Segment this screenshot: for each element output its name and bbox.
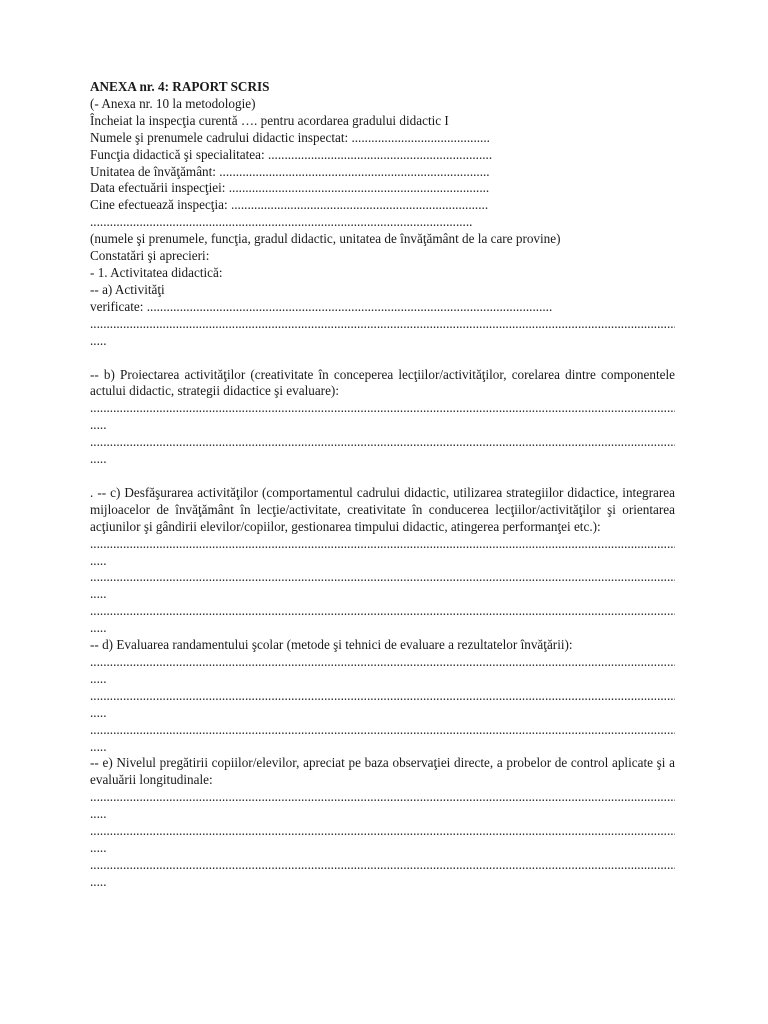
section-e-dotted-line bbox=[90, 857, 675, 874]
findings-heading: Constatări şi aprecieri: bbox=[90, 248, 210, 264]
document-title: ANEXA nr. 4: RAPORT SCRIS bbox=[90, 79, 270, 94]
school-unit-field: Unitatea de învăţământ: .................................................................................. bbox=[90, 163, 490, 179]
section-1-heading: - 1. Activitatea didactică: bbox=[90, 264, 223, 280]
teacher-function-field: Funcţia didactică şi specialitatea: .................................................................... bbox=[90, 146, 493, 162]
section-c-dotted-line bbox=[90, 536, 675, 553]
section-d-dotted-line bbox=[90, 654, 675, 671]
section-e-title: -- e) Nivelul pregătirii copiilor/elevilor, apreciat pe baza observaţiei directe, a probelor de control aplicate şi a evaluării longitudinale: bbox=[90, 755, 675, 788]
section-e-dotted-line-end bbox=[90, 874, 675, 891]
inspector-field: Cine efectuează inspecţia: .............................................................................. bbox=[90, 197, 489, 213]
spacer bbox=[90, 350, 675, 367]
section-d-dotted-line bbox=[90, 688, 675, 705]
section-b-dotted-line-end bbox=[90, 417, 675, 434]
section-c-dotted-line-end bbox=[90, 586, 675, 603]
teacher-name-field: Numele şi prenumele cadrului didactic inspectat: .......................................... bbox=[90, 129, 490, 145]
section-c-dotted-line bbox=[90, 569, 675, 586]
inspector-dots-line: .................................................................................................................... bbox=[90, 214, 473, 230]
document-subtitle: (- Anexa nr. 10 la metodologie) bbox=[90, 95, 256, 111]
section-e-dotted-line bbox=[90, 823, 675, 840]
section-e-dotted-line-end bbox=[90, 806, 675, 823]
section-b-dotted-line bbox=[90, 434, 675, 451]
section-e-dotted-line bbox=[90, 789, 675, 806]
document-page bbox=[90, 79, 675, 891]
inspection-concluded-line: Încheiat la inspecţia curentă …. pentru acordarea gradului didactic I bbox=[90, 112, 449, 128]
section-c-dotted-line-end bbox=[90, 553, 675, 570]
section-b-title: -- b) Proiectarea activităţilor (creativitate în conceperea lecţiilor/activităţilor, corelarea dintre componentele actului didactic, strategii didactice şi evaluare): bbox=[90, 366, 675, 399]
section-c-dotted-line-end bbox=[90, 620, 675, 637]
section-c-dotted-line bbox=[90, 603, 675, 620]
section-a-dotted-line-end bbox=[90, 333, 675, 350]
section-d-dotted-line-end bbox=[90, 671, 675, 688]
inspection-date-field: Data efectuării inspecţiei: ............................................................................... bbox=[90, 180, 490, 196]
section-d-title: -- d) Evaluarea randamentului şcolar (metode şi tehnici de evaluare a rezultatelor învăţării): bbox=[90, 637, 573, 653]
section-c-title: . -- c) Desfăşurarea activităţilor (comportamentul cadrului didactic, utilizarea strategiilor didactice, integrarea mijloacelor de învăţământ în lecţie/activitate, creativitate în conducerea lecţiilor/activităţilor şi orientarea acţiunilor şi gândirii elevilor/copiilor, gestionarea timpului didactic, atingerea performanţei etc.): bbox=[90, 484, 675, 534]
section-d-dotted-line bbox=[90, 722, 675, 739]
section-e-dotted-line-end bbox=[90, 840, 675, 857]
section-b-dotted-line-end bbox=[90, 451, 675, 468]
section-a-verified: verificate: ........................................................................................................................... bbox=[90, 298, 553, 314]
section-a-dotted-line bbox=[90, 316, 675, 333]
section-d-dotted-line-end bbox=[90, 705, 675, 722]
section-a-title: -- a) Activităţi bbox=[90, 281, 165, 297]
spacer bbox=[90, 468, 675, 485]
section-b-dotted-line bbox=[90, 400, 675, 417]
section-d-dotted-line-end bbox=[90, 739, 675, 756]
inspector-note: (numele şi prenumele, funcţia, gradul didactic, unitatea de învăţământ de la care provine) bbox=[90, 231, 561, 247]
